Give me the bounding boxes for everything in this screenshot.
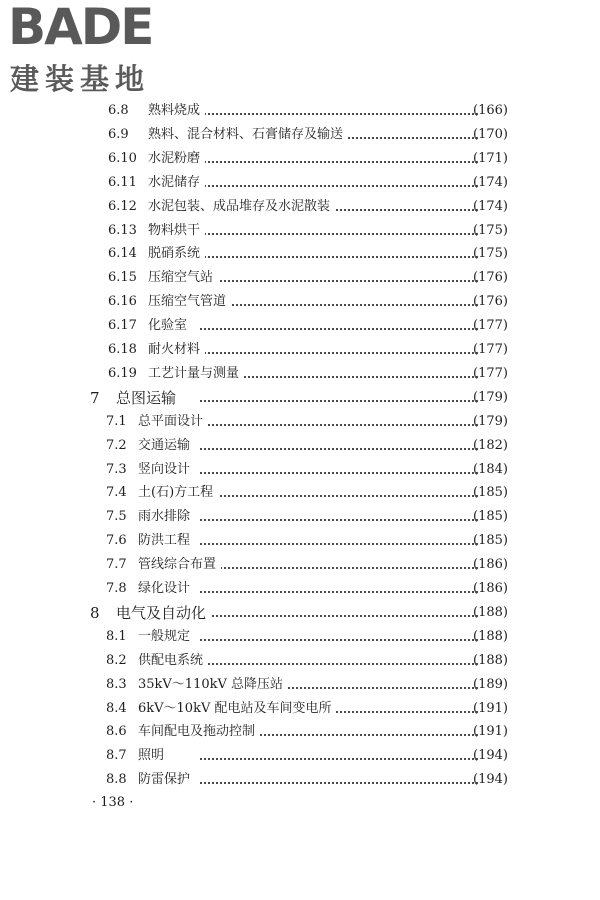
toc-entry	[0, 578, 600, 600]
toc-entry-title: 车间配电及拖动控制	[138, 721, 260, 743]
toc-entry-number: 6.13	[108, 222, 137, 238]
toc-entry-page: (170)	[473, 126, 508, 142]
toc-entry-number: 6.10	[108, 150, 137, 166]
toc-entry-number: 8.2	[106, 652, 127, 668]
toc-entry-page: (166)	[473, 103, 508, 118]
toc-entry-number: 7.5	[106, 509, 127, 525]
toc-entry-page: (188)	[473, 652, 508, 668]
toc-entry-title: 供配电系统	[138, 650, 208, 672]
toc-entry-page: (185)	[473, 509, 508, 525]
toc-entry-number: 7.4	[106, 485, 127, 501]
toc-entry-title: 熟料烧成	[148, 100, 205, 122]
toc-entry-title: 交通运输	[138, 435, 195, 457]
toc-entry-title: 防洪工程	[138, 530, 195, 552]
toc-entry-title: 6kV～10kV 配电站及车间变电所	[138, 698, 336, 720]
toc-entry-title: 脱硝系统	[148, 243, 205, 265]
toc-entry-title: 耐火材料	[148, 339, 205, 361]
toc-entry-number: 8.3	[106, 676, 127, 692]
toc-entry	[0, 769, 600, 791]
toc-entry-page: (177)	[473, 365, 508, 381]
toc-entry-page: (171)	[473, 150, 508, 166]
toc-entry	[0, 243, 600, 265]
toc-entry-title: 绿化设计	[138, 578, 195, 600]
toc-entry	[0, 100, 600, 122]
toc-entry	[0, 554, 600, 576]
toc-entry-page: (174)	[473, 198, 508, 214]
toc-entry-title: 水泥储存	[148, 172, 205, 194]
toc-entry	[0, 124, 600, 146]
toc-entry-page: (182)	[473, 437, 508, 453]
toc-entry	[0, 315, 600, 337]
toc-entry	[0, 626, 600, 648]
dot-leader	[200, 567, 478, 569]
toc-entry-page: (176)	[473, 270, 508, 286]
toc-entry-page: (186)	[473, 557, 508, 573]
dot-leader	[200, 400, 478, 402]
toc-entry-page: (175)	[473, 222, 508, 238]
toc-entry-title: 物料烘干	[148, 220, 205, 242]
dot-leader	[200, 304, 478, 306]
toc-entry-page: (191)	[473, 724, 508, 740]
toc-entry	[0, 482, 600, 504]
toc-entry-number: 6.8	[108, 103, 129, 118]
toc-entry-title: 水泥粉磨	[148, 148, 205, 170]
dot-leader	[200, 233, 478, 235]
toc-entry-page: (194)	[473, 772, 508, 788]
toc-entry-title: 土(石)方工程	[138, 482, 218, 504]
toc-entry	[0, 530, 600, 552]
toc-entry	[0, 674, 600, 696]
dot-leader	[200, 352, 478, 354]
toc-entry-number: 8.8	[106, 772, 127, 788]
dot-leader	[200, 448, 478, 450]
toc-entry-number: 6.9	[108, 126, 129, 142]
logo-wordmark: BADE	[8, 0, 153, 56]
toc-entry	[0, 721, 600, 743]
dot-leader	[200, 639, 478, 641]
toc-entry	[0, 602, 600, 624]
toc-entry-page: (185)	[473, 485, 508, 501]
toc-entry-title: 35kV～110kV 总降压站	[138, 674, 288, 696]
toc-entry-number: 6.15	[108, 270, 137, 286]
toc-entry-title: 管线综合布置	[138, 554, 221, 576]
toc-entry	[0, 387, 600, 409]
dot-leader	[200, 663, 478, 665]
toc-entry	[0, 363, 600, 385]
toc-entry-number: 6.12	[108, 198, 137, 214]
toc-entry	[0, 148, 600, 170]
toc-entry-page: (189)	[473, 676, 508, 692]
dot-leader	[200, 280, 478, 282]
toc-entry-page: (184)	[473, 461, 508, 477]
toc-entry-number: 6.14	[108, 246, 137, 262]
toc-entry-number: 7	[90, 388, 100, 407]
toc-entry-page: (185)	[473, 533, 508, 549]
toc-entry-title: 压缩空气站	[148, 267, 218, 289]
toc-entry	[0, 698, 600, 720]
toc-entry-title: 雨水排除	[138, 506, 195, 528]
toc-entry-number: 6.18	[108, 342, 137, 357]
toc-entry-number: 6.16	[108, 294, 137, 310]
toc-entry-title: 电气及自动化	[116, 602, 211, 624]
page-number: · 138 ·	[92, 795, 134, 810]
dot-leader	[200, 782, 478, 784]
toc-entry-page: (177)	[473, 318, 508, 334]
toc-entry-page: (188)	[473, 628, 508, 644]
toc-entry	[0, 339, 600, 361]
toc-entry-title: 熟料、混合材料、石膏储存及输送	[148, 124, 348, 146]
toc-entry-title: 一般规定	[138, 626, 195, 648]
toc-entry	[0, 267, 600, 289]
dot-leader	[200, 256, 478, 258]
toc-entry	[0, 459, 600, 481]
toc-entry	[0, 435, 600, 457]
toc-entry-number: 6.11	[108, 174, 137, 190]
toc-entry-title: 防雷保护	[138, 769, 195, 791]
logo-subtitle: 建装基地	[10, 62, 151, 96]
toc-entry-page: (177)	[473, 342, 508, 357]
dot-leader	[200, 472, 478, 474]
toc-entry-page: (174)	[473, 174, 508, 190]
toc-entry	[0, 650, 600, 672]
toc-entry	[0, 172, 600, 194]
toc-entry-number: 7.6	[106, 533, 127, 549]
toc-entry-number: 7.8	[106, 581, 127, 596]
toc-entry-title: 总图运输	[116, 387, 181, 409]
toc-entry	[0, 291, 600, 313]
toc-entry	[0, 411, 600, 433]
toc-entry-number: 6.19	[108, 365, 137, 381]
dot-leader	[200, 185, 478, 187]
dot-leader	[200, 615, 478, 617]
toc-entry	[0, 220, 600, 242]
dot-leader	[200, 758, 478, 760]
toc-entry-page: (179)	[473, 413, 508, 429]
dot-leader	[200, 495, 478, 497]
toc-entry-page: (175)	[473, 246, 508, 262]
toc-entry-number: 6.17	[108, 318, 137, 334]
toc-entry-number: 7.2	[106, 437, 127, 453]
toc-entry-number: 8.1	[106, 628, 127, 644]
dot-leader	[200, 328, 478, 330]
toc-entry-page: (186)	[473, 581, 508, 596]
dot-leader	[200, 161, 478, 163]
toc-entry-number: 8.7	[106, 748, 127, 764]
toc-entry	[0, 196, 600, 218]
toc-entry-page: (176)	[473, 294, 508, 310]
toc-entry-number: 7.7	[106, 557, 127, 573]
toc-entry-title: 工艺计量与测量	[148, 363, 244, 385]
dot-leader	[200, 424, 478, 426]
toc-entry-number: 7.3	[106, 461, 127, 477]
toc-entry-title: 水泥包装、成品堆存及水泥散装	[148, 196, 335, 218]
toc-entry-title: 照明	[138, 745, 169, 767]
toc-entry-number: 8.6	[106, 724, 127, 740]
toc-entry	[0, 745, 600, 767]
toc-entry-page: (194)	[473, 748, 508, 764]
toc-entry	[0, 506, 600, 528]
dot-leader	[200, 519, 478, 521]
toc-entry-number: 7.1	[106, 413, 127, 429]
dot-leader	[200, 591, 478, 593]
toc-entry-title: 化验室	[148, 315, 192, 337]
toc-entry-number: 8	[90, 603, 100, 622]
toc-entry-page: (179)	[473, 389, 508, 405]
toc-entry-page: (188)	[473, 604, 508, 620]
toc-entry-title: 竖向设计	[138, 459, 195, 481]
dot-leader	[200, 543, 478, 545]
toc-entry-title: 总平面设计	[138, 411, 208, 433]
dot-leader	[200, 113, 478, 115]
toc-entry-number: 8.4	[106, 700, 127, 716]
toc-entry-page: (191)	[473, 700, 508, 716]
toc-entry-title: 压缩空气管道	[148, 291, 231, 313]
